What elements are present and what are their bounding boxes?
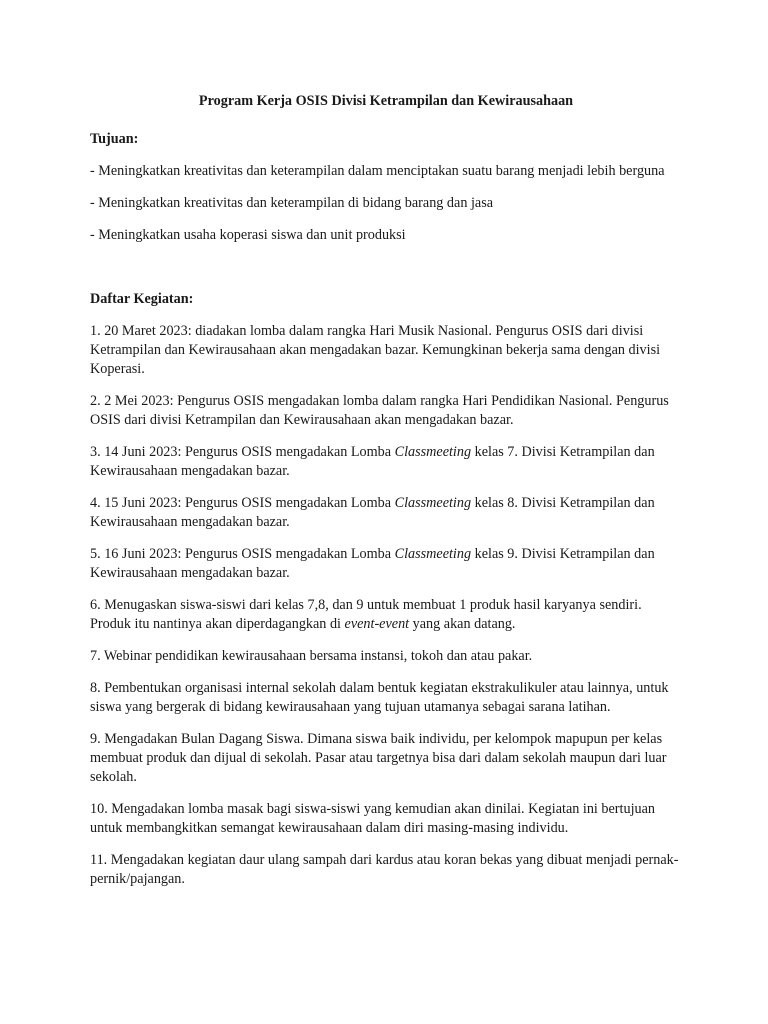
tujuan-heading: Tujuan:	[90, 131, 139, 147]
kegiatan-item	[90, 322, 682, 379]
kegiatan-text: yang akan datang.	[409, 616, 516, 632]
kegiatan-text: 4. 15 Juni 2023: Pengurus OSIS mengadakan Lomba	[90, 495, 395, 511]
kegiatan-text: 9. Mengadakan Bulan Dagang Siswa. Dimana siswa baik individu, per kelompok mapupun per kelas membuat produk dan dijual di sekolah. Pasar atau targetnya bisa dari dalam sekolah maupun dari luar sekolah.	[90, 731, 667, 785]
document-title: Program Kerja OSIS Divisi Ketrampilan dan Kewirausahaan	[198, 93, 574, 109]
kegiatan-item	[90, 545, 682, 583]
section-spacer	[90, 258, 682, 290]
kegiatan-italic: event-event	[344, 616, 410, 632]
kegiatan-text: 2. 2 Mei 2023: Pengurus OSIS mengadakan lomba dalam rangka Hari Pendidikan Nasional. Pengurus OSIS dari divisi Ketrampilan dan Kewirausahaan akan mengadakan bazar.	[90, 393, 669, 428]
kegiatan-text: 11. Mengadakan kegiatan daur ulang sampah dari kardus atau koran bekas yang dibuat menjadi pernak-pernik/pajangan.	[90, 852, 679, 887]
kegiatan-item	[90, 596, 682, 634]
kegiatan-item	[90, 443, 682, 481]
kegiatan-text: kelas 7. Divisi Ketrampilan dan Kewirausahaan mengadakan bazar.	[90, 444, 655, 479]
kegiatan-item	[90, 392, 682, 430]
kegiatan-italic: Classmeeting	[394, 444, 472, 460]
kegiatan-text: 10. Mengadakan lomba masak bagi siswa-siswi yang kemudian akan dinilai. Kegiatan ini bertujuan untuk membangkitkan semangat kewirausahaan dalam diri masing-masing individu.	[90, 801, 655, 836]
kegiatan-text: 8. Pembentukan organisasi internal sekolah dalam bentuk kegiatan ekstrakulikuler atau lainnya, untuk siswa yang bergerak di bidang kewirausahaan yang tujuan utamanya sebagai sarana latihan.	[90, 680, 669, 715]
kegiatan-italic: Classmeeting	[394, 546, 472, 562]
tujuan-item: - Meningkatkan kreativitas dan keterampilan dalam menciptakan suatu barang menjadi lebih berguna	[90, 163, 665, 179]
tujuan-item: - Meningkatkan usaha koperasi siswa dan unit produksi	[90, 227, 406, 243]
kegiatan-item	[90, 851, 682, 889]
kegiatan-text: kelas 9. Divisi Ketrampilan dan Kewirausahaan mengadakan bazar.	[90, 546, 655, 581]
kegiatan-item	[90, 647, 682, 666]
kegiatan-text: 1. 20 Maret 2023: diadakan lomba dalam rangka Hari Musik Nasional. Pengurus OSIS dari divisi Ketrampilan dan Kewirausahaan akan mengadakan bazar. Kemungkinan bekerja sama dengan divisi Koperasi.	[90, 323, 661, 377]
kegiatan-text: kelas 8. Divisi Ketrampilan dan Kewirausahaan mengadakan bazar.	[90, 495, 655, 530]
kegiatan-text: 6. Menugaskan siswa-siswi dari kelas 7,8, dan 9 untuk membuat 1 produk hasil karyanya sendiri. Produk itu nantinya akan diperdagangkan di	[90, 597, 642, 632]
kegiatan-text: 7. Webinar pendidikan kewirausahaan bersama instansi, tokoh dan atau pakar.	[90, 648, 533, 664]
kegiatan-heading: Daftar Kegiatan:	[90, 291, 194, 307]
tujuan-item: - Meningkatkan kreativitas dan keterampilan di bidang barang dan jasa	[90, 195, 494, 211]
kegiatan-item	[90, 730, 682, 787]
kegiatan-text: 5. 16 Juni 2023: Pengurus OSIS mengadakan Lomba	[90, 546, 395, 562]
kegiatan-item	[90, 494, 682, 532]
kegiatan-item	[90, 679, 682, 717]
kegiatan-item	[90, 800, 682, 838]
kegiatan-text: 3. 14 Juni 2023: Pengurus OSIS mengadakan Lomba	[90, 444, 395, 460]
kegiatan-italic: Classmeeting	[394, 495, 472, 511]
